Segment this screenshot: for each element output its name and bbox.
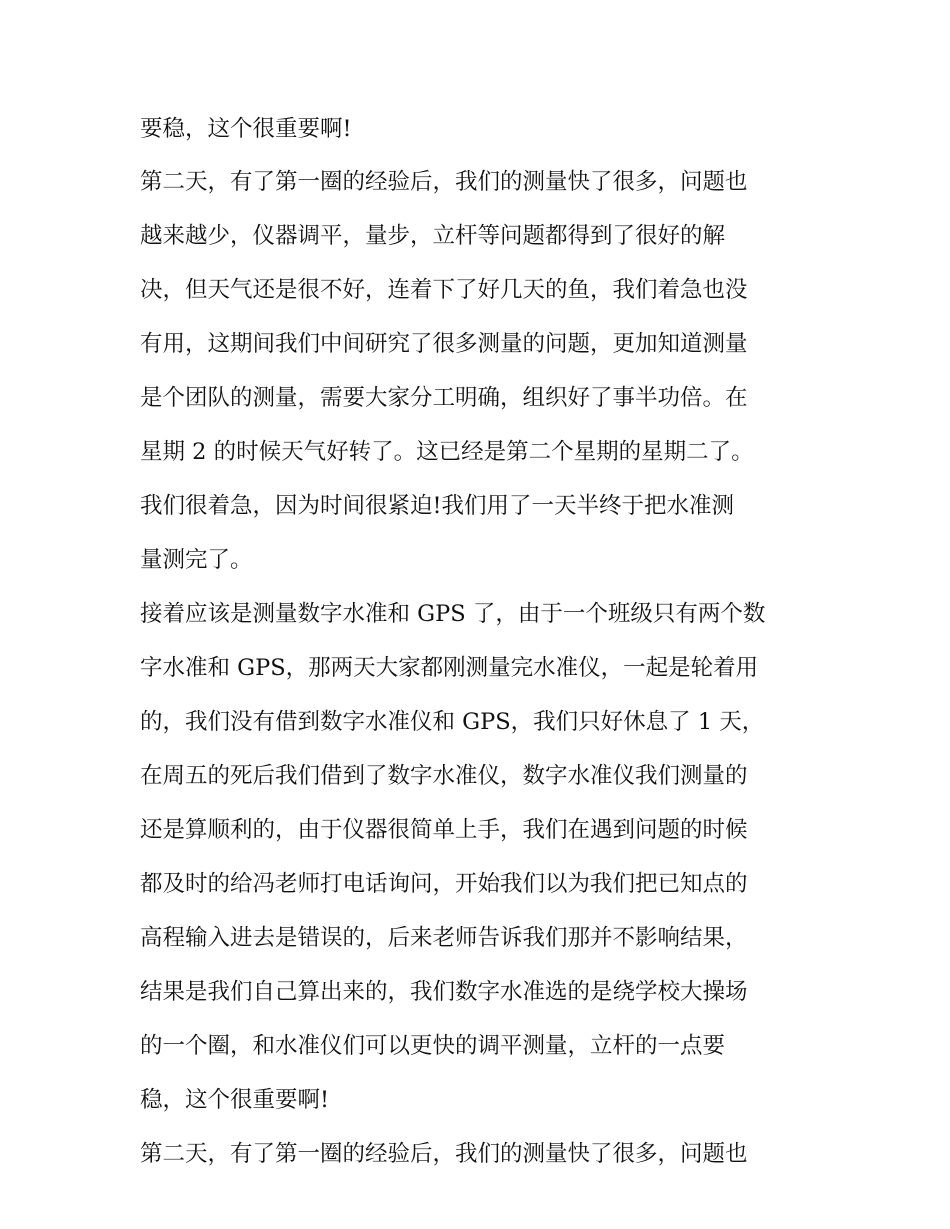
text-line: 第二天，有了第一圈的经验后，我们的测量快了很多，问题也 (140, 169, 748, 195)
text-line: 的，我们没有借到数字水准仪和 GPS，我们只好休息了 1 天， (140, 709, 765, 735)
text-line: 星期 2 的时候天气好转了。这已经是第二个星期的星期二了。 (140, 439, 754, 465)
text-line: 越来越少，仪器调平，量步，立杆等问题都得到了很好的解 (140, 223, 726, 249)
text-line: 字水准和 GPS，那两天大家都刚测量完水准仪，一起是轮着用 (140, 655, 759, 681)
text-line: 我们很着急，因为时间很紧迫!我们用了一天半终于把水准测 (140, 493, 735, 519)
text-line: 要稳，这个很重要啊! (140, 116, 352, 142)
text-line: 都及时的给冯老师打电话询问，开始我们以为我们把已知点的 (140, 871, 748, 897)
text-line: 量测完了。 (140, 547, 253, 573)
text-line: 稳，这个很重要啊! (140, 1087, 330, 1113)
text-line: 结果是我们自己算出来的，我们数字水准选的是绕学校大操场 (140, 979, 748, 1005)
text-line: 是个团队的测量，需要大家分工明确，组织好了事半功倍。在 (140, 385, 748, 411)
text-line: 有用，这期间我们中间研究了很多测量的问题，更加知道测量 (140, 331, 748, 357)
text-line: 高程输入进去是错误的，后来老师告诉我们那并不影响结果， (140, 925, 748, 951)
text-line: 决，但天气还是很不好，连着下了好几天的鱼，我们着急也没 (140, 277, 748, 303)
text-line: 第二天，有了第一圈的经验后，我们的测量快了很多，问题也 (140, 1141, 748, 1167)
text-line: 接着应该是测量数字水准和 GPS 了，由于一个班级只有两个数 (140, 601, 766, 627)
text-line: 在周五的死后我们借到了数字水准仪，数字水准仪我们测量的 (140, 763, 748, 789)
text-line: 还是算顺利的，由于仪器很简单上手，我们在遇到问题的时候 (140, 817, 748, 843)
text-line: 的一个圈，和水准仪们可以更快的调平测量，立杆的一点要 (140, 1033, 726, 1059)
